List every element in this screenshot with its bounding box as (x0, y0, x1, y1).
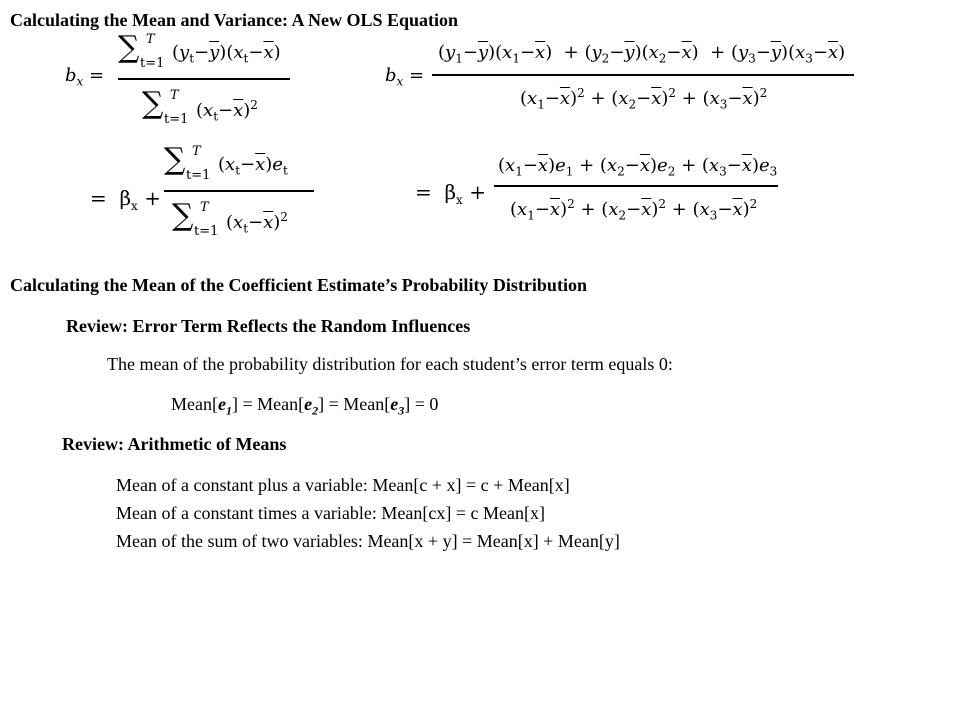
error-denominator: ∑ T t=1 $(x_t-\overline{x})^2$ (172, 198, 288, 239)
arithmetic-line-constant-times: Mean of a constant times a variable: Mean[cx] = c Mean[x] (116, 503, 545, 523)
general-numerator: ∑ T t=1 $(y_t-\overline{y})(x_t-\overline{x})$ (118, 30, 281, 71)
error-term-mean-equation: $Mean[e_1]$ = $Mean[e_2]$ = $Mean[e_3] = 0$ (171, 394, 439, 418)
bx-general-lhs: $b_x$ = (65, 65, 105, 89)
expanded-numerator: $(y_1-\overline{y})(x_1-\overline{x}) + (y_2-\overline{y})(x_2-\overline{x}) + (y_3-\overline{y})(x_3-\overline{x})$ (438, 42, 846, 66)
review-error-term-title: Review: Error Term Reflects the Random Influences (66, 316, 471, 336)
arithmetic-line-sum: Mean of the sum of two variables: Mean[x + y] = Mean[x] + Mean[y] (116, 531, 620, 551)
bx-expanded-lhs: $b_x$ = (385, 65, 425, 89)
expanded-error-numerator: $(x_1-\overline{x})e_1 + (x_2-\overline{x})e_2 + (x_3-\overline{x})e_3$ (498, 155, 778, 179)
mean-section-title: Calculating the Mean of the Coefficient Estimate’s Probability Distribution (10, 275, 587, 295)
general-denominator: ∑ T t=1 $(x_t-\overline{x})^2$ (142, 86, 258, 127)
ols-section-title: Calculating the Mean and Variance: A New OLS Equation (10, 10, 459, 30)
beta-general-lhs: = $\beta_x$ + (90, 186, 161, 213)
beta-expanded-fraction (494, 155, 778, 235)
expanded-denominator: $(x_1-\overline{x})^2 + (x_2-\overline{x})^2 + (x_3-\overline{x})^2$ (520, 86, 768, 112)
beta-general-fraction (164, 142, 314, 242)
review-arithmetic-title: Review: Arithmetic of Means (62, 434, 287, 454)
error-numerator: ∑ T t=1 $(x_t-\overline{x})e_t$ (164, 142, 288, 183)
arithmetic-line-constant-plus: Mean of a constant plus a variable: Mean[c + x] = c + Mean[x] (116, 475, 570, 495)
error-term-mean-text: The mean of the probability distribution for each student’s error term equals 0: (107, 354, 673, 374)
bx-expanded-fraction (432, 42, 854, 122)
expanded-error-denominator: $(x_1-\overline{x})^2 + (x_2-\overline{x})^2 + (x_3-\overline{x})^2$ (510, 197, 758, 223)
beta-expanded-lhs: = $\beta_x$ + (415, 180, 486, 207)
bx-general-fraction (118, 30, 290, 130)
